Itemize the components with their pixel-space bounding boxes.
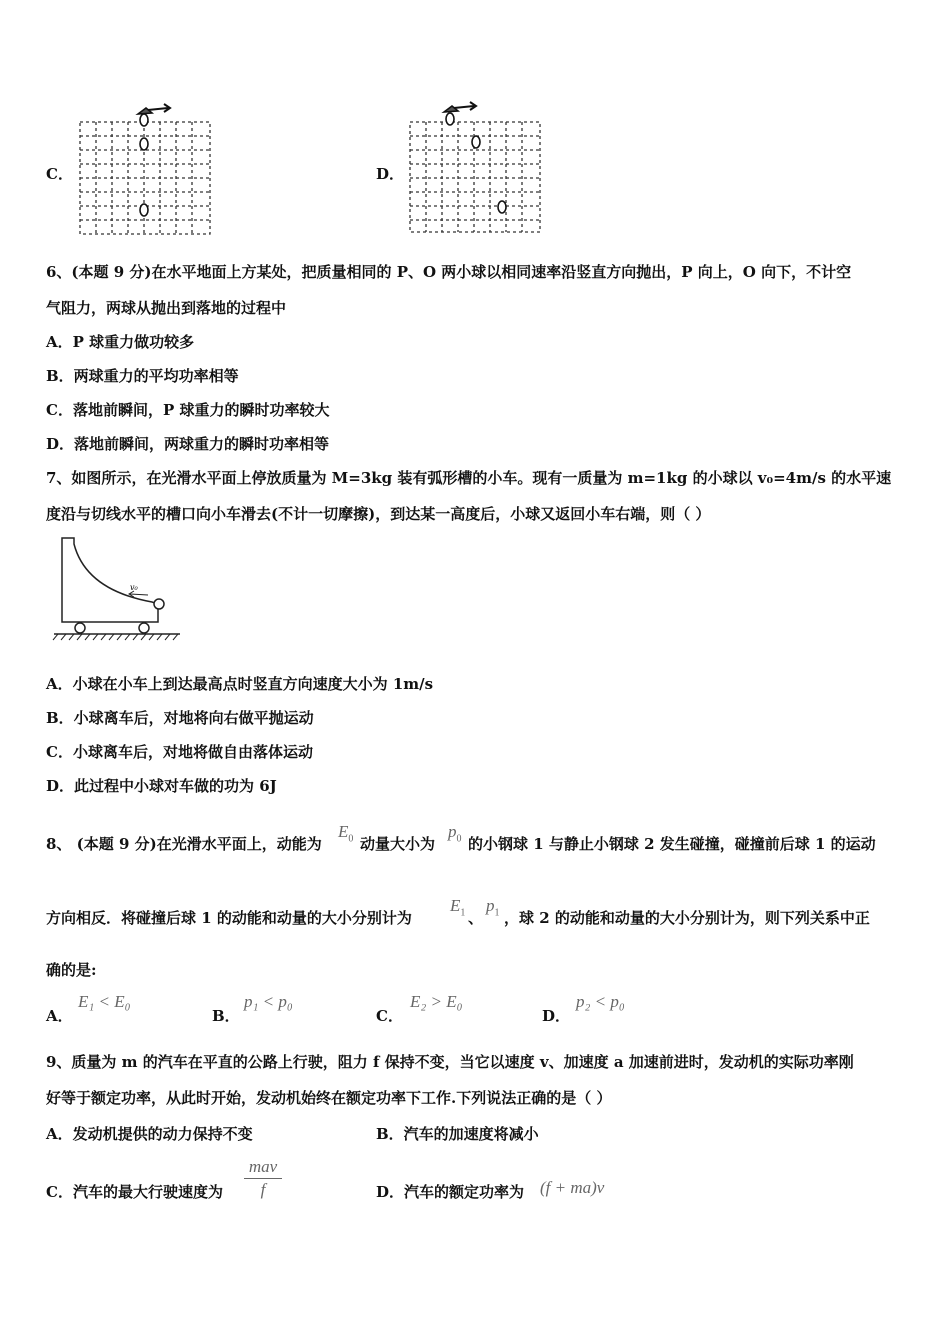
q7-stem-line2: 度沿与切线水平的槽口向小车滑去(不计一切摩擦)，到达某一高度后，小球又返回小车右端，则（ ） [46, 505, 711, 523]
q6-option-c: C．落地前瞬间，P 球重力的瞬时功率较大 [46, 401, 330, 419]
q7-option-a: A．小球在小车上到达最高点时竖直方向速度大小为 1m/s [46, 675, 434, 693]
q6-stem-line2: 气阻力，两球从抛出到落地的过程中 [46, 299, 287, 317]
q8-option-a-math: E₁ < E₀ [78, 992, 131, 1011]
q7-option-b: B．小球离车后，对地将向右做平抛运动 [46, 709, 314, 727]
q8-separator: 、 [468, 909, 484, 927]
q7-cart-figure [52, 534, 182, 644]
q7-option-d: D．此过程中小球对车做的功为 6J [46, 777, 277, 795]
q9-option-b: B．汽车的加速度将减小 [376, 1125, 539, 1143]
q7-velocity-label: v₀ [130, 583, 138, 592]
q8-option-b-label: B． [212, 1007, 240, 1025]
q9-stem-line2: 好等于额定功率，从此时开始，发动机始终在额定功率下工作.下列说法正确的是（ ） [46, 1089, 612, 1107]
q8-option-a-label: A． [46, 1007, 73, 1025]
q8-option-c-label: C． [376, 1007, 403, 1025]
q6-option-a: A．P 球重力做功较多 [46, 333, 195, 351]
q8-stem-d: 方向相反．将碰撞后球 1 的动能和动量的大小分别计为 [46, 909, 412, 927]
q6-option-d: D．落地前瞬间，两球重力的瞬时功率相等 [46, 435, 330, 453]
q8-stem-c: 的小钢球 1 与静止小钢球 2 发生碰撞，碰撞前后球 1 的运动 [468, 835, 876, 853]
q8-option-c-math: E₂ > E₀ [410, 992, 463, 1011]
q9-option-a: A．发动机提供的动力保持不变 [46, 1125, 253, 1143]
q9-fraction-numerator: mav [244, 1156, 282, 1179]
q7-option-c: C．小球离车后，对地将做自由落体运动 [46, 743, 313, 761]
q8-stem-e: ，球 2 的动能和动量的大小分别计为，则下列关系中正 [504, 909, 870, 927]
q5-option-d-label: D． [376, 165, 405, 183]
q9-option-c: C．汽车的最大行驶速度为 [46, 1183, 223, 1201]
q8-stem-b: 动量大小为 [360, 835, 436, 853]
q5-option-c-label: C． [46, 165, 73, 183]
q8-symbol-e0: $E_0$ [338, 822, 354, 845]
q8-symbol-p1: $p_1$ [486, 896, 500, 919]
q7-stem-line1: 7、如图所示，在光滑水平面上停放质量为 M=3kg 装有弧形槽的小车。现有一质量为 m=1kg 的小球以 v₀=4m/s 的水平速 [46, 469, 892, 487]
q8-symbol-e1: $E_1$ [450, 896, 466, 919]
q8-option-b-math: p₁ < p₀ [244, 992, 293, 1011]
q9-power-expression: (f + ma)v [540, 1178, 605, 1197]
q9-stem-line1: 9、质量为 m 的汽车在平直的公路上行驶，阻力 f 保持不变，当它以速度 v、加速度 a 加速前进时，发动机的实际功率刚 [46, 1053, 854, 1071]
q8-stem-f: 确的是: [46, 961, 97, 979]
q8-stem-a: 8、 (本题 9 分)在光滑水平面上，动能为 [46, 835, 322, 853]
q5-figure-c [78, 100, 214, 236]
q5-figure-d [408, 100, 544, 236]
q8-symbol-p0: $p_0$ [448, 822, 462, 845]
q9-option-d: D．汽车的额定功率为 [376, 1183, 525, 1201]
q8-option-d-math: p₂ < p₀ [576, 992, 625, 1011]
q9-fraction [244, 1156, 282, 1201]
q6-stem-line1: 6、(本题 9 分)在水平地面上方某处，把质量相同的 P、O 两小球以相同速率沿竖直方向抛出，P 向上，O 向下，不计空 [46, 263, 852, 281]
q6-option-b: B．两球重力的平均功率相等 [46, 367, 239, 385]
q8-option-d-label: D． [542, 1007, 571, 1025]
q9-fraction-denominator: f [260, 1180, 266, 1199]
